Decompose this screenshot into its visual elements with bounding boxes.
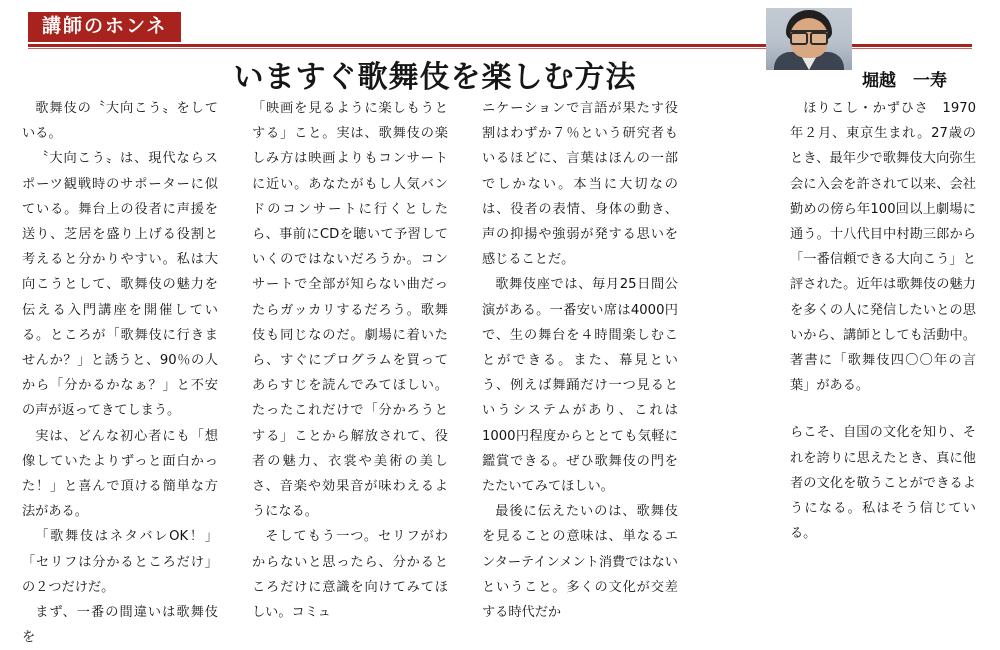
paragraph: 歌舞伎の〝大向こう〟をしている。: [22, 101, 218, 142]
paragraph: まず、一番の間違いは歌舞伎を: [22, 605, 218, 646]
article-header: [0, 0, 1000, 98]
glasses-icon: [789, 30, 829, 41]
paragraph: 「歌舞伎はネタバレOK！」「セリフは分かるところだけ」の２つだけだ。: [22, 529, 218, 595]
text-column-1: [22, 96, 218, 650]
page-title: いますぐ歌舞伎を楽しむ方法: [233, 60, 637, 95]
section-kicker-badge: 講師のホンネ: [28, 12, 181, 42]
paragraph: 歌舞伎座では、毎月25日間公演がある。一番安い席は4000円で、生の舞台を４時間楽しむことができる。また、幕見という、例えば舞踊だけ一つ見るというシステムがあり、これは1000円程度からととても気軽に鑑賞できる。ぜひ歌舞伎の門をたたいてみてほしい。: [482, 277, 678, 495]
article-body: [0, 96, 1000, 646]
author-bio: ほりこし・かずひさ 1970年２月、東京生まれ。27歳のとき、最年少で歌舞伎大向弥生会に入会を許されて以来、会社勤めの傍ら年100回以上劇場に通う。十八代目中村勘三郎から「一番信頼できる大向こう」と評された。近年は歌舞伎の魅力を多くの人に発信したいとの思いから、講師としても活動中。著書に「歌舞伎四〇〇年の言葉」がある。: [790, 101, 976, 394]
author-portrait-photo: [766, 8, 852, 70]
column-spacer: [790, 398, 976, 420]
paragraph: 〝大向こう〟は、現代ならスポーツ観戦時のサポーターに似ている。舞台上の役者に声援を送り、芝居を盛り上げる役割と考えると分かりやすい。私は大向こうとして、歌舞伎の魅力を伝える入門講座を開催している。ところが「歌舞伎に行きませんか？」と誘うと、90％の人から「分かるかなぁ？」と不安の声が返ってきてしまう。: [22, 151, 218, 419]
paragraph: ニケーションで言語が果たす役割はわずか７％という研究者もいるほどに、言葉はほんの一部でしかない。本当に大切なのは、役者の表情、身体の動き、声の抑揚や強弱が発する思いを感じることだ。: [482, 101, 678, 268]
paragraph: 実は、どんな初心者にも「想像していたよりずっと面白かった！」と喜んで頂ける簡単な方法がある。: [22, 428, 218, 520]
author-name: 堀越 一寿: [862, 71, 947, 91]
text-column-2: [252, 96, 448, 625]
paragraph: 最後に伝えたいのは、歌舞伎を見ることの意味は、単なるエンターテインメント消費ではないということ。多くの文化が交差する時代だか: [482, 504, 678, 621]
text-column-4: [790, 96, 976, 546]
paragraph: 「映画を見るように楽しもうとする」こと。実は、歌舞伎の楽しみ方は映画よりもコンサートに近い。あなたがもし人気バンドのコンサートに行くとしたら、事前にCDを聴いて予習していくのではないだろうか。コンサートで全部が知らない曲だったらガッカリするだろう。歌舞伎も同じなのだ。劇場に着いたら、すぐにプログラムを買ってあらすじを読んでみてほしい。たったこれだけで「分かろうとする」ことから解放されて、役者の魅力、衣裳や美術の美しさ、音楽や効果音が味わえるようになる。: [252, 101, 448, 520]
paragraph: らこそ、自国の文化を知り、それを誇りに思えたとき、真に他者の文化を敬うことができるようになる。私はそう信じている。: [790, 425, 976, 542]
text-column-3: [482, 96, 678, 625]
paragraph: そしてもう一つ。セリフがわからないと思ったら、分かるところだけに意識を向けてみてほしい。コミュ: [252, 529, 448, 621]
